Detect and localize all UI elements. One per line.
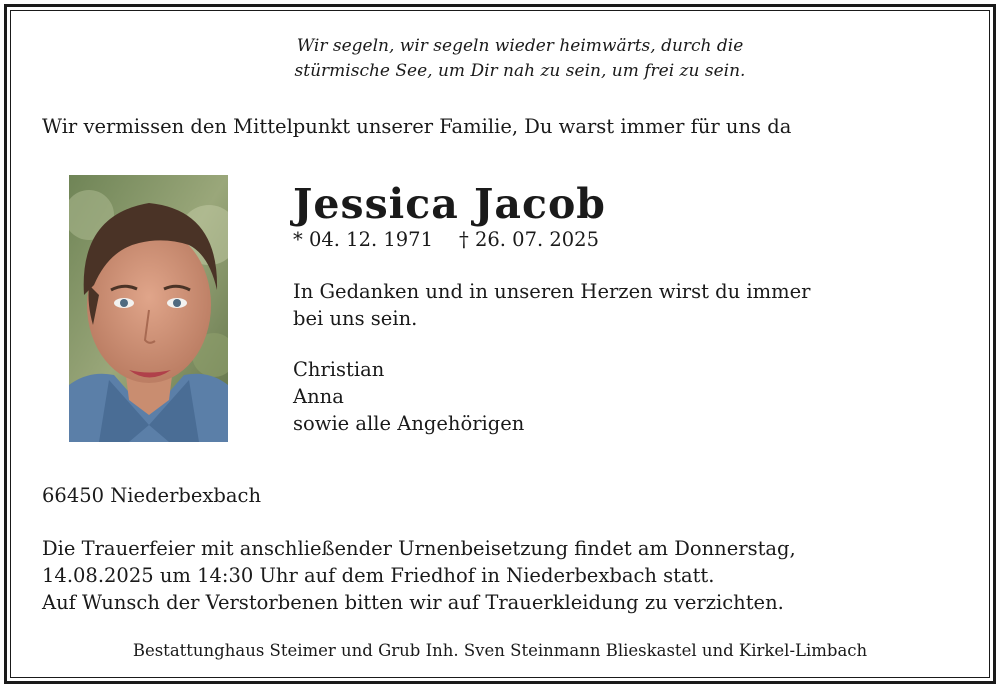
death-date: † 26. 07. 2025 [459, 228, 599, 251]
remembrance-line-2: bei uns sein. [293, 307, 418, 330]
service-info [42, 535, 796, 616]
service-line-3: Auf Wunsch der Verstorbenen bitten wir auf Trauerkleidung zu verzichten. [42, 591, 784, 614]
portrait-photo [69, 175, 228, 442]
location-text [42, 482, 261, 509]
mourner-2: Anna [293, 385, 344, 408]
motto-line-1: Wir segeln, wir segeln wieder heimwärts, durch die [296, 36, 744, 56]
life-dates [293, 228, 599, 251]
service-line-2: 14.08.2025 um 14:30 Uhr auf dem Friedhof in Niederbexbach statt. [42, 564, 715, 587]
mourner-3: sowie alle Angehörigen [293, 412, 525, 435]
service-line-1: Die Trauerfeier mit anschließender Urnenbeisetzung findet am Donnerstag, [42, 537, 796, 560]
birth-date: * 04. 12. 1971 [293, 228, 433, 251]
motto-line-2: stürmische See, um Dir nah zu sein, um frei zu sein. [294, 61, 746, 81]
mourner-1: Christian [293, 358, 385, 381]
remembrance-line-1: In Gedanken und in unseren Herzen wirst du immer [293, 280, 811, 303]
deceased-name: Jessica Jacob [293, 180, 606, 228]
funeral-home: Bestattunghaus Steimer und Grub Inh. Sven Steinmann Blieskastel und Kirkel-Limbach [132, 641, 868, 660]
remembrance-text [293, 278, 810, 332]
location: 66450 Niederbexbach [42, 484, 262, 507]
motto-verse [160, 34, 880, 84]
mourners-list [293, 356, 524, 437]
intro-text: Wir vermissen den Mittelpunkt unserer Familie, Du warst immer für uns da [42, 115, 792, 138]
